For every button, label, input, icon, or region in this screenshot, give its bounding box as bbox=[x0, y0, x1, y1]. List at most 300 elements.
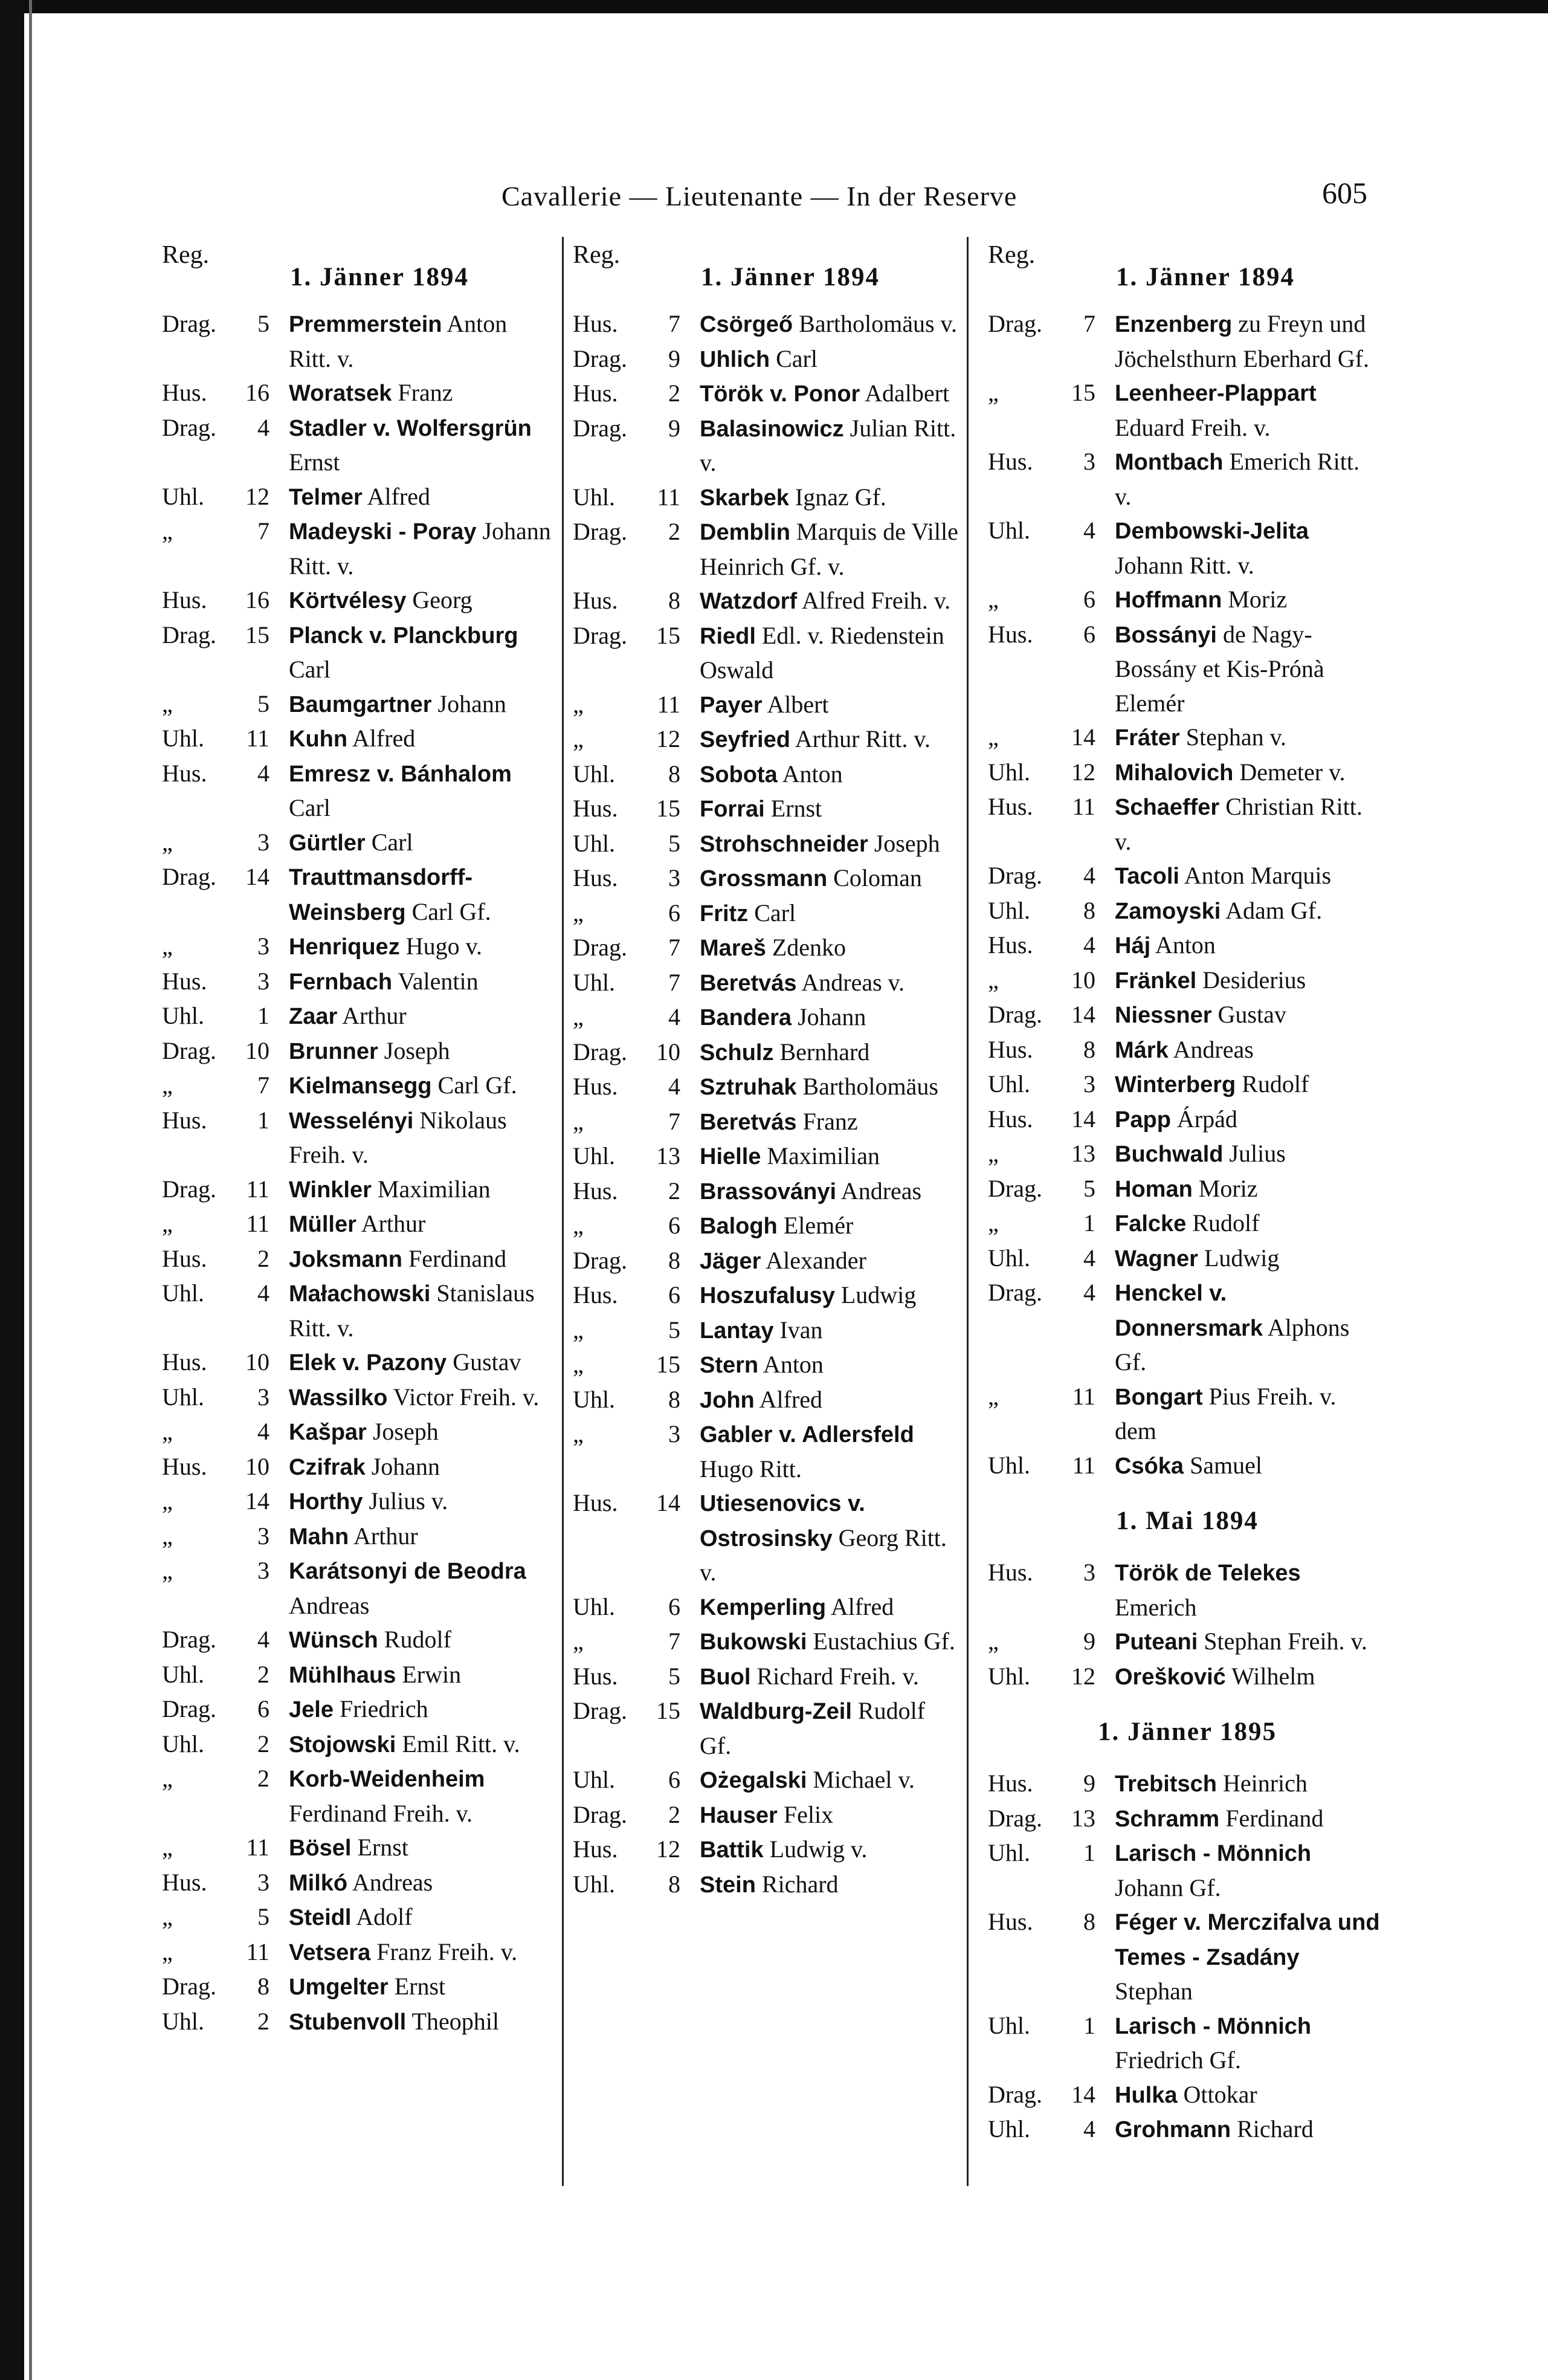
regiment-number: 6 bbox=[668, 899, 680, 926]
regiment-number: 3 bbox=[257, 1557, 269, 1584]
officer-surname: Stern bbox=[700, 1353, 759, 1378]
list-item bbox=[988, 720, 1381, 755]
list-item bbox=[573, 1660, 959, 1695]
regiment-number: 7 bbox=[668, 934, 680, 961]
regiment-type: Drag. bbox=[988, 2080, 1042, 2108]
regiment-number: 12 bbox=[656, 725, 680, 752]
regiment-number: 6 bbox=[1083, 586, 1095, 613]
regiment-number: 11 bbox=[246, 1834, 269, 1861]
list-item bbox=[573, 1348, 959, 1383]
regiment-type: Drag. bbox=[162, 1695, 216, 1722]
officer-surname: Fritz bbox=[700, 901, 749, 926]
officer-surname: Török v. Ponor bbox=[700, 381, 860, 407]
list-item bbox=[162, 687, 555, 722]
list-item bbox=[162, 1069, 555, 1104]
list-item bbox=[988, 1905, 1381, 2009]
list-item bbox=[573, 1625, 959, 1660]
regiment-type: Hus. bbox=[162, 759, 207, 787]
officer-surname: Premmerstein bbox=[289, 312, 442, 337]
officer-surname: Joksmann bbox=[289, 1246, 402, 1272]
list-item bbox=[573, 1383, 959, 1418]
regiment-number: 2 bbox=[257, 1765, 269, 1792]
regiment-number: 12 bbox=[656, 1835, 680, 1863]
list-item bbox=[988, 2078, 1381, 2113]
officer-details: Rudolf Gf. bbox=[700, 1697, 926, 1759]
officer-details: Heinrich bbox=[1216, 1770, 1308, 1797]
regiment-type: Hus. bbox=[573, 1281, 618, 1308]
list-item bbox=[162, 1104, 555, 1172]
officer-surname: Woratsek bbox=[289, 381, 392, 406]
regiment-type: Drag. bbox=[573, 621, 627, 649]
officer-details: Erwin bbox=[396, 1660, 462, 1688]
regiment-number: 15 bbox=[656, 1351, 680, 1378]
list-item bbox=[988, 1556, 1381, 1625]
officer-details: Andreas bbox=[289, 1591, 370, 1619]
regiment-type: Hus. bbox=[988, 448, 1033, 475]
regiment-number: 4 bbox=[1083, 862, 1095, 889]
list-item bbox=[162, 1380, 555, 1415]
officer-surname: Kemperling bbox=[700, 1594, 827, 1620]
regiment-type: Hus. bbox=[988, 931, 1033, 959]
regiment-number: 5 bbox=[257, 1903, 269, 1930]
officer-details: Coloman bbox=[827, 864, 922, 891]
regiment-number: 9 bbox=[668, 344, 680, 372]
officer-surname: Wünsch bbox=[289, 1628, 378, 1653]
regiment-number: 2 bbox=[257, 1244, 269, 1272]
entry-list bbox=[162, 307, 555, 2039]
column-3 bbox=[988, 237, 1381, 2147]
officer-details: Carl Gf. bbox=[405, 897, 491, 925]
officer-surname: Féger v. Merczifalva und Temes - Zsadány bbox=[1115, 1910, 1380, 1970]
list-item bbox=[162, 1519, 555, 1554]
officer-surname: Stojowski bbox=[289, 1732, 396, 1758]
regiment-number: 3 bbox=[1083, 1070, 1095, 1098]
regiment-number: 8 bbox=[1083, 1908, 1095, 1935]
regiment-type: Uhl. bbox=[573, 760, 615, 787]
officer-surname: Körtvélesy bbox=[289, 588, 407, 613]
column-header bbox=[988, 237, 1381, 307]
regiment-number: 7 bbox=[1083, 310, 1095, 337]
officer-details: Richard bbox=[755, 1870, 839, 1898]
officer-surname: Zaar bbox=[289, 1004, 338, 1029]
regiment-number: 8 bbox=[1083, 1035, 1095, 1063]
regiment-number: 2 bbox=[257, 1730, 269, 1758]
regiment-number: 4 bbox=[257, 759, 269, 787]
list-item bbox=[573, 1832, 959, 1867]
regiment-number: 12 bbox=[1071, 758, 1095, 786]
officer-details: Ferdinand bbox=[402, 1244, 507, 1272]
regiment-number: 2 bbox=[257, 1660, 269, 1688]
officer-details: Michael v. bbox=[807, 1766, 915, 1793]
list-item bbox=[162, 1554, 555, 1623]
officer-surname: Balogh bbox=[700, 1214, 778, 1239]
regiment-number: 11 bbox=[246, 1175, 269, 1203]
list-item bbox=[573, 1417, 959, 1486]
officer-details: Arthur bbox=[337, 1002, 407, 1029]
officer-surname: Korb-Weidenheim bbox=[289, 1767, 485, 1792]
regiment-number: 5 bbox=[668, 829, 680, 857]
list-item bbox=[162, 1207, 555, 1242]
officer-details: Maximilian bbox=[371, 1175, 491, 1203]
list-item bbox=[988, 618, 1381, 721]
regiment-number: 12 bbox=[1071, 1662, 1095, 1690]
regiment-number: 16 bbox=[245, 379, 269, 406]
list-item bbox=[988, 1102, 1381, 1137]
list-item bbox=[573, 1174, 959, 1209]
column-header bbox=[573, 237, 959, 307]
officer-surname: Bongart bbox=[1115, 1384, 1203, 1410]
regiment-type: Drag. bbox=[988, 1279, 1042, 1306]
section-header bbox=[988, 1483, 1381, 1556]
column-divider bbox=[967, 237, 969, 2186]
officer-surname: Tacoli bbox=[1115, 864, 1179, 889]
officer-details: Gustav bbox=[447, 1348, 521, 1376]
list-item bbox=[162, 1866, 555, 1901]
regiment-type: Hus. bbox=[988, 1908, 1033, 1935]
officer-details: Eustachius Gf. bbox=[807, 1628, 955, 1655]
officer-details: Felix bbox=[777, 1800, 834, 1828]
list-item bbox=[162, 1727, 555, 1762]
regiment-number: 10 bbox=[245, 1452, 269, 1480]
officer-details: Ottokar bbox=[1177, 2080, 1257, 2108]
regiment-type: „ bbox=[573, 1420, 584, 1447]
officer-details: Ferdinand bbox=[1219, 1804, 1324, 1832]
officer-surname: Brunner bbox=[289, 1038, 378, 1064]
officer-details: Andreas v. bbox=[796, 968, 905, 996]
officer-surname: Czifrak bbox=[289, 1454, 366, 1480]
list-item bbox=[988, 445, 1381, 514]
regiment-number: 3 bbox=[668, 864, 680, 891]
officer-details: Friedrich Gf. bbox=[1115, 2046, 1241, 2074]
regiment-type: Uhl. bbox=[573, 1870, 615, 1898]
list-item bbox=[988, 894, 1381, 929]
regiment-type: Drag. bbox=[162, 1973, 216, 2000]
officer-surname: Strohschneider bbox=[700, 831, 868, 857]
regiment-type: „ bbox=[573, 1003, 584, 1030]
regiment-type: „ bbox=[162, 828, 173, 856]
regiment-number: 1 bbox=[1083, 1209, 1095, 1237]
regiment-number: 4 bbox=[1083, 931, 1095, 959]
regiment-type: „ bbox=[988, 723, 999, 751]
officer-surname: Sobota bbox=[700, 762, 778, 787]
regiment-number: 6 bbox=[1083, 620, 1095, 648]
list-item bbox=[162, 583, 555, 618]
officer-details: Emil Ritt. v. bbox=[396, 1730, 520, 1758]
regiment-type: Uhl. bbox=[988, 758, 1030, 786]
officer-details: Zdenko bbox=[766, 934, 847, 961]
regiment-number: 9 bbox=[668, 414, 680, 442]
officer-details: Stephan v. bbox=[1179, 723, 1286, 751]
regiment-number: 12 bbox=[245, 482, 269, 510]
regiment-type: Uhl. bbox=[988, 896, 1030, 924]
officer-surname: Waldburg-Zeil bbox=[700, 1699, 852, 1724]
regiment-number: 14 bbox=[1071, 1105, 1095, 1133]
regiment-number: 15 bbox=[656, 795, 680, 822]
list-item bbox=[162, 860, 555, 930]
list-item bbox=[573, 722, 959, 757]
regiment-type: Uhl. bbox=[162, 482, 204, 510]
officer-details: Hugo v. bbox=[399, 933, 482, 960]
officer-details: Andreas bbox=[836, 1177, 922, 1205]
officer-surname: Bossányi bbox=[1115, 622, 1217, 648]
officer-details: Richard bbox=[1231, 2115, 1314, 2142]
regiment-number: 10 bbox=[245, 1036, 269, 1064]
officer-details: Franz bbox=[392, 379, 453, 406]
list-item bbox=[573, 619, 959, 688]
officer-details: Alfred bbox=[754, 1385, 822, 1413]
officer-surname: Planck v. Planckburg bbox=[289, 622, 518, 648]
officer-details: Adolf bbox=[351, 1903, 413, 1930]
regiment-number: 9 bbox=[1083, 1628, 1095, 1655]
officer-surname: Milkó bbox=[289, 1870, 348, 1896]
officer-surname: Enzenberg bbox=[1115, 312, 1233, 337]
regiment-type: Hus. bbox=[573, 310, 618, 337]
officer-details: zu Freyn und Jöchelsthurn Eberhard Gf. bbox=[1115, 310, 1369, 372]
list-item bbox=[162, 1034, 555, 1069]
regiment-type: Uhl. bbox=[573, 1766, 615, 1793]
list-item bbox=[573, 966, 959, 1001]
officer-surname: Hauser bbox=[700, 1802, 778, 1828]
officer-details: Johann bbox=[431, 690, 506, 717]
officer-details: Anton bbox=[1150, 931, 1216, 959]
regiment-type: Hus. bbox=[573, 795, 618, 822]
officer-surname: Battik bbox=[700, 1837, 764, 1863]
regiment-number: 8 bbox=[668, 1385, 680, 1413]
list-item bbox=[162, 965, 555, 1000]
regiment-type: Uhl. bbox=[988, 2011, 1030, 2039]
regiment-number: 13 bbox=[1071, 1804, 1095, 1832]
list-item bbox=[573, 1139, 959, 1174]
list-item bbox=[573, 1798, 959, 1833]
officer-surname: Steidl bbox=[289, 1905, 352, 1930]
officer-surname: Mühlhaus bbox=[289, 1662, 396, 1688]
officer-details: Adam Gf. bbox=[1221, 896, 1323, 924]
officer-surname: Małachowski bbox=[289, 1281, 431, 1307]
regiment-type: „ bbox=[162, 1072, 173, 1099]
officer-details: Alfred bbox=[362, 482, 430, 510]
list-item bbox=[988, 376, 1381, 445]
list-item bbox=[162, 757, 555, 826]
regiment-number: 1 bbox=[257, 1002, 269, 1029]
regiment-number: 8 bbox=[257, 1973, 269, 2000]
regiment-number: 3 bbox=[257, 1868, 269, 1896]
officer-details: Gustav bbox=[1211, 1001, 1286, 1028]
list-item bbox=[573, 1763, 959, 1798]
regiment-type: Hus. bbox=[988, 1035, 1033, 1063]
officer-surname: Bandera bbox=[700, 1005, 792, 1030]
list-item bbox=[988, 1206, 1381, 1241]
officer-details: Ludwig v. bbox=[763, 1835, 868, 1863]
entry-list bbox=[988, 307, 1381, 2147]
regiment-number: 3 bbox=[257, 1522, 269, 1550]
officer-details: Theophil bbox=[406, 2007, 499, 2035]
regiment-type: Drag. bbox=[162, 1626, 216, 1653]
regiment-number: 1 bbox=[257, 1106, 269, 1134]
regiment-type: „ bbox=[988, 1628, 999, 1655]
officer-surname: Schulz bbox=[700, 1040, 774, 1066]
officer-surname: Hielle bbox=[700, 1144, 761, 1169]
officer-details: Arthur bbox=[349, 1522, 418, 1550]
regiment-number: 14 bbox=[245, 1487, 269, 1515]
list-item bbox=[988, 1802, 1381, 1837]
regiment-number: 14 bbox=[1071, 2080, 1095, 2108]
regiment-type: Uhl. bbox=[573, 483, 615, 511]
officer-details: Alfred Freih. v. bbox=[797, 587, 951, 614]
list-item bbox=[988, 755, 1381, 791]
officer-surname: Grohmann bbox=[1115, 2117, 1231, 2142]
list-item bbox=[988, 1767, 1381, 1802]
regiment-type: Uhl. bbox=[162, 725, 204, 752]
list-item bbox=[988, 583, 1381, 618]
regiment-number: 7 bbox=[668, 1628, 680, 1655]
date-heading: 1. Jänner 1894 bbox=[290, 263, 469, 291]
regiment-type: „ bbox=[573, 1107, 584, 1135]
officer-surname: Ożegalski bbox=[700, 1768, 807, 1793]
officer-surname: Kuhn bbox=[289, 726, 348, 752]
list-item bbox=[162, 1450, 555, 1485]
regiment-type: Uhl. bbox=[162, 2007, 204, 2035]
regiment-type: Uhl. bbox=[162, 1279, 204, 1307]
regiment-number: 4 bbox=[668, 1003, 680, 1030]
regiment-number: 4 bbox=[1083, 1279, 1095, 1306]
list-item bbox=[162, 1762, 555, 1831]
regiment-type: Drag. bbox=[162, 863, 216, 890]
regiment-number: 7 bbox=[257, 517, 269, 545]
officer-details: Ivan bbox=[773, 1316, 823, 1344]
officer-surname: Gürtler bbox=[289, 830, 366, 856]
regiment-number: 10 bbox=[245, 1348, 269, 1376]
officer-details: Arthur Ritt. v. bbox=[790, 725, 930, 752]
officer-details: Edl. v. Riedenstein Oswald bbox=[700, 621, 944, 684]
officer-details: Anton bbox=[777, 760, 843, 787]
list-item bbox=[162, 826, 555, 861]
list-item bbox=[573, 1590, 959, 1625]
regiment-number: 8 bbox=[668, 1246, 680, 1274]
date-heading: 1. Jänner 1894 bbox=[701, 263, 880, 291]
officer-surname: Hoszufalusy bbox=[700, 1283, 835, 1308]
regiment-type: Hus. bbox=[162, 1244, 207, 1272]
officer-details: Ernst bbox=[351, 1834, 408, 1861]
officer-surname: Winkler bbox=[289, 1177, 372, 1203]
officer-details: Anton Ritt. v. bbox=[289, 310, 508, 372]
regiment-number: 11 bbox=[657, 690, 680, 718]
officer-surname: Montbach bbox=[1115, 450, 1224, 475]
officer-details: Ernst bbox=[388, 1973, 446, 2000]
list-item bbox=[162, 1345, 555, 1380]
officer-surname: Mahn bbox=[289, 1524, 349, 1550]
regiment-type: Hus. bbox=[162, 379, 207, 406]
regiment-number: 2 bbox=[257, 2007, 269, 2035]
date-heading: 1. Mai 1894 bbox=[1116, 1507, 1259, 1535]
officer-details: Julius v. bbox=[363, 1487, 448, 1515]
regiment-number: 4 bbox=[668, 1073, 680, 1100]
running-title: Cavallerie — Lieutenante — In der Reserve bbox=[501, 181, 1017, 212]
list-item bbox=[162, 1970, 555, 2005]
regiment-type: Drag. bbox=[988, 1804, 1042, 1832]
regiment-number: 6 bbox=[668, 1212, 680, 1239]
officer-surname: Telmer bbox=[289, 484, 363, 510]
officer-surname: Fernbach bbox=[289, 969, 393, 995]
list-item bbox=[573, 896, 959, 931]
regiment-number: 15 bbox=[1071, 379, 1095, 406]
officer-surname: Wesselényi bbox=[289, 1108, 414, 1134]
regiment-number: 3 bbox=[668, 1420, 680, 1447]
regiment-number: 7 bbox=[668, 310, 680, 337]
officer-details: Julius bbox=[1223, 1140, 1286, 1167]
list-item bbox=[162, 1415, 555, 1450]
regiment-number: 8 bbox=[668, 760, 680, 787]
regiment-number: 9 bbox=[1083, 1770, 1095, 1797]
regiment-number: 3 bbox=[257, 933, 269, 960]
regiment-type: Uhl. bbox=[162, 1383, 204, 1411]
officer-surname: Karátsonyi de Beodra bbox=[289, 1559, 526, 1584]
officer-details: Árpád bbox=[1170, 1105, 1237, 1133]
officer-details: Bartholomäus bbox=[796, 1073, 938, 1100]
list-item bbox=[988, 1380, 1381, 1449]
officer-surname: Larisch - Mönnich bbox=[1115, 1841, 1312, 1866]
list-item bbox=[573, 861, 959, 896]
list-item bbox=[573, 1070, 959, 1105]
officer-surname: Grossmann bbox=[700, 866, 828, 891]
reg-label: Reg. bbox=[988, 241, 1036, 269]
list-item bbox=[573, 412, 959, 480]
regiment-type: Hus. bbox=[162, 967, 207, 995]
officer-surname: Papp bbox=[1115, 1107, 1171, 1133]
regiment-type: „ bbox=[988, 1209, 999, 1237]
officer-surname: Leenheer-Plappart bbox=[1115, 381, 1317, 406]
regiment-type: Hus. bbox=[573, 1835, 618, 1863]
officer-surname: Demblin bbox=[700, 520, 790, 545]
officer-details: Carl bbox=[770, 344, 818, 372]
regiment-type: „ bbox=[162, 1765, 173, 1792]
regiment-number: 4 bbox=[1083, 517, 1095, 544]
regiment-number: 4 bbox=[1083, 1244, 1095, 1272]
list-item bbox=[573, 1313, 959, 1348]
list-item bbox=[573, 792, 959, 827]
regiment-type: Hus. bbox=[573, 864, 618, 891]
officer-details: Maximilian bbox=[761, 1142, 880, 1169]
officer-surname: Trebitsch bbox=[1115, 1771, 1217, 1797]
list-item bbox=[162, 1658, 555, 1693]
regiment-number: 5 bbox=[668, 1316, 680, 1344]
officer-details: Christian Ritt. v. bbox=[1115, 793, 1363, 855]
officer-surname: Stubenvoll bbox=[289, 2009, 407, 2035]
list-item bbox=[162, 999, 555, 1034]
officer-surname: Utiesenovics v. Ostrosinsky bbox=[700, 1491, 865, 1551]
list-item bbox=[988, 1241, 1381, 1276]
regiment-type: „ bbox=[162, 1557, 173, 1584]
regiment-type: „ bbox=[162, 1903, 173, 1930]
regiment-type: „ bbox=[573, 725, 584, 752]
list-item bbox=[988, 1276, 1381, 1380]
list-item bbox=[573, 827, 959, 862]
regiment-type: Drag. bbox=[162, 621, 216, 648]
officer-details: Ernst bbox=[764, 795, 822, 822]
regiment-type: Uhl. bbox=[988, 1244, 1030, 1272]
regiment-type: Uhl. bbox=[162, 1660, 204, 1688]
officer-details: Ludwig bbox=[1198, 1244, 1280, 1272]
officer-surname: Bösel bbox=[289, 1835, 352, 1861]
officer-surname: Bukowski bbox=[700, 1629, 807, 1655]
regiment-type: „ bbox=[988, 586, 999, 613]
list-item bbox=[988, 859, 1381, 894]
list-item bbox=[573, 584, 959, 619]
list-item bbox=[573, 307, 959, 342]
officer-surname: Török de Telekes bbox=[1115, 1560, 1301, 1586]
regiment-type: Uhl. bbox=[988, 1451, 1030, 1479]
regiment-type: Drag. bbox=[988, 862, 1042, 889]
regiment-type: Hus. bbox=[988, 1770, 1033, 1797]
